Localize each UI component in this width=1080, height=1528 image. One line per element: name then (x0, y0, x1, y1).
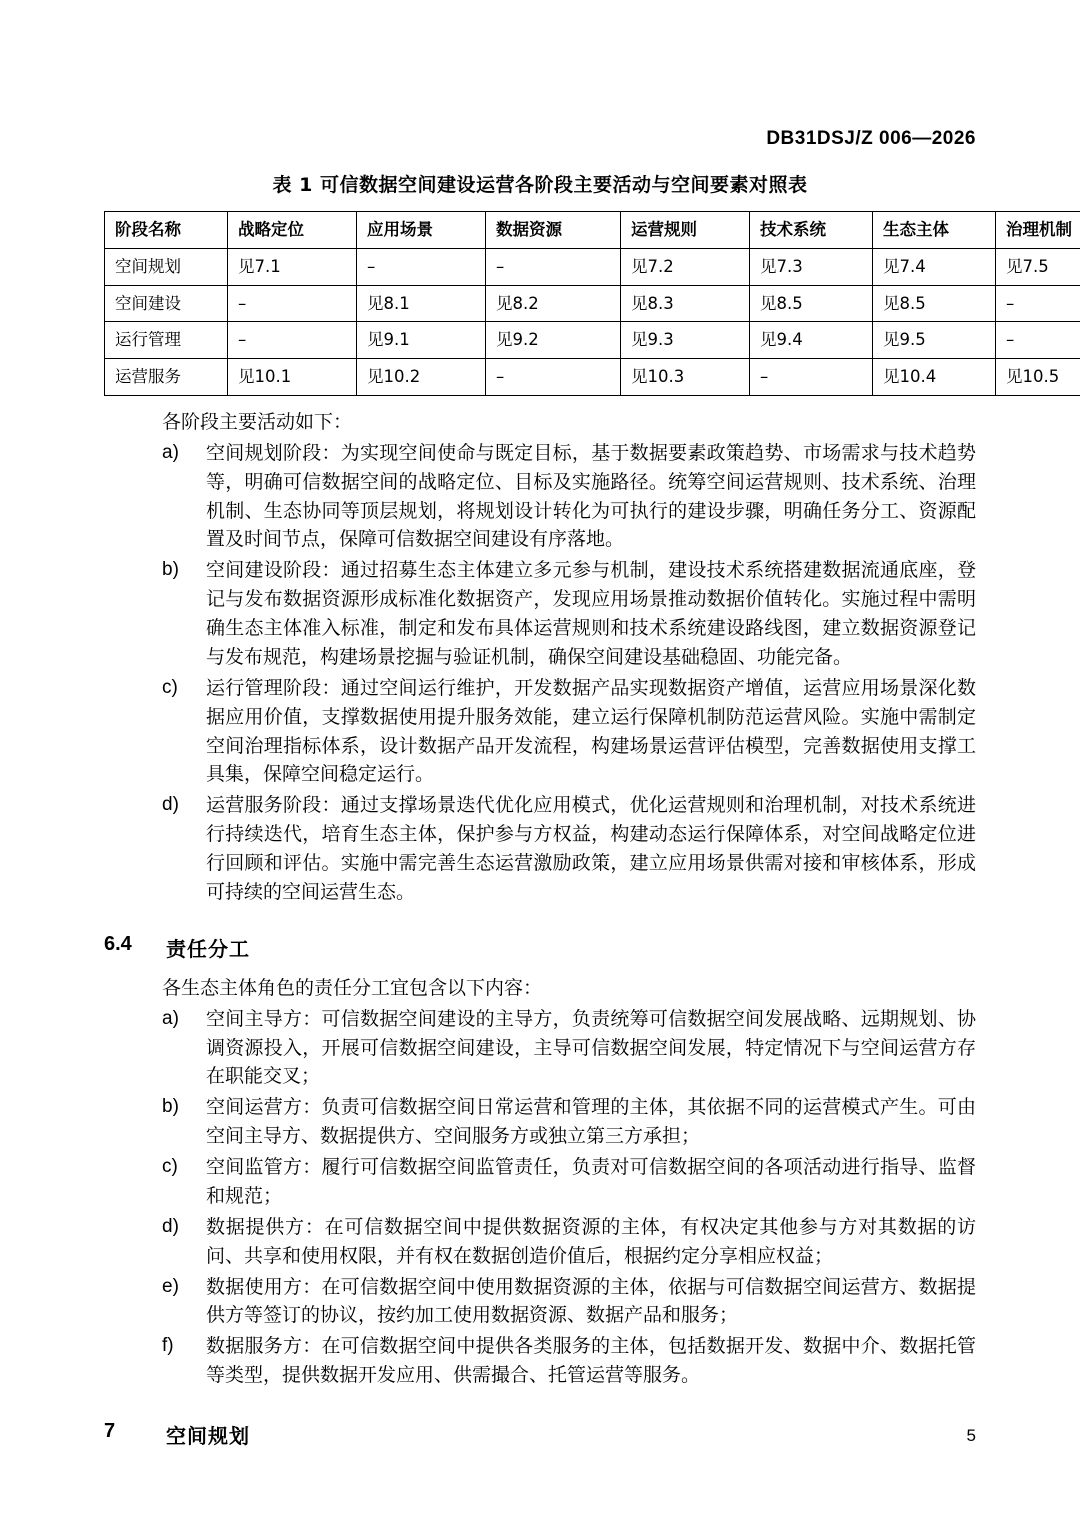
table-cell: – (228, 285, 357, 322)
table-header-cell: 数据资源 (486, 212, 621, 249)
table-cell: 见10.3 (621, 359, 750, 396)
table-cell: 见7.4 (873, 248, 996, 285)
responsibility-list (104, 1005, 976, 1390)
list-item-marker: d) (162, 794, 179, 816)
table-header-cell: 战略定位 (228, 212, 357, 249)
table-header-cell: 阶段名称 (105, 212, 228, 249)
list-item-marker: e) (162, 1275, 179, 1297)
table-header-cell: 应用场景 (357, 212, 486, 249)
list-item-marker: a) (162, 441, 179, 463)
stage-element-table (104, 211, 1080, 396)
table-cell: 见10.5 (996, 359, 1080, 396)
list-item (104, 1273, 976, 1331)
table-cell: – (357, 248, 486, 285)
list-item-marker: f) (162, 1335, 174, 1357)
table-row (105, 285, 1080, 322)
table-cell: – (486, 359, 621, 396)
list-item-text: 运营服务阶段：通过支撑场景迭代优化应用模式，优化运营规则和治理机制，对技术系统进行持续迭代，培育生态主体，保护参与方权益，构建动态运行保障体系，对空间战略定位进行回顾和评估。实施中需完善生态运营激励政策，建立应用场景供需对接和审核体系，形成可持续的空间运营生态。 (206, 794, 976, 903)
table-cell: 见7.5 (996, 248, 1080, 285)
table-row (105, 248, 1080, 285)
table-cell: 见7.1 (228, 248, 357, 285)
table-cell: 见7.2 (621, 248, 750, 285)
table-cell: – (996, 322, 1080, 359)
list-item (104, 556, 976, 672)
list-item-text: 数据使用方：在可信数据空间中使用数据资源的主体，依据与可信数据空间运营方、数据提供方等签订的协议，按约加工使用数据资源、数据产品和服务； (206, 1275, 976, 1327)
table-cell: – (750, 359, 873, 396)
list-item (104, 1332, 976, 1390)
list-item (104, 1005, 976, 1092)
list-item-text: 数据服务方：在可信数据空间中提供各类服务的主体，包括数据开发、数据中介、数据托管等类型，提供数据开发应用、供需撮合、托管运营等服务。 (206, 1335, 976, 1387)
table-header-cell: 治理机制 (996, 212, 1080, 249)
table-caption: 表 1 可信数据空间建设运营各阶段主要活动与空间要素对照表 (272, 174, 808, 196)
responsibility-intro-paragraph: 各生态主体角色的责任分工宜包含以下内容： (162, 976, 543, 999)
table-cell: 见8.5 (750, 285, 873, 322)
list-item (104, 1093, 976, 1151)
table-cell: 运行管理 (105, 322, 228, 359)
stage-list (104, 439, 976, 907)
list-item-marker: b) (162, 1096, 179, 1118)
table-header-cell: 技术系统 (750, 212, 873, 249)
list-item-text: 空间主导方：可信数据空间建设的主导方，负责统筹可信数据空间发展战略、远期规划、协调资源投入，开展可信数据空间建设，主导可信数据空间发展，特定情况下与空间运营方存在职能交叉； (206, 1007, 976, 1088)
table-cell: 见9.4 (750, 322, 873, 359)
table-cell: 空间建设 (105, 285, 228, 322)
table-cell: 见9.2 (486, 322, 621, 359)
page-header-standard-id: DB31DSJ/Z 006—2026 (766, 128, 976, 149)
table-cell: 见10.1 (228, 359, 357, 396)
page-content (104, 170, 1072, 1453)
table-cell: 见8.2 (486, 285, 621, 322)
section-heading-6-4 (104, 933, 976, 962)
section-title: 责任分工 (166, 936, 250, 961)
table-header-cell: 生态主体 (873, 212, 996, 249)
table-cell: 见9.5 (873, 322, 996, 359)
section-heading-7 (104, 1420, 976, 1449)
list-item-text: 空间监管方：履行可信数据空间监管责任，负责对可信数据空间的各项活动进行指导、监督和规范； (206, 1156, 976, 1207)
table-cell: 见9.1 (357, 322, 486, 359)
list-item-text: 运行管理阶段：通过空间运行维护，开发数据产品实现数据资产增值，运营应用场景深化数据应用价值，支撑数据使用提升服务效能，建立运行保障机制防范运营风险。实施中需制定空间治理指标体系，设计数据产品开发流程，构建场景运营评估模型，完善数据使用支撑工具集，保障空间稳定运行。 (206, 676, 976, 786)
table-cell: 见8.5 (873, 285, 996, 322)
list-item-text: 空间运营方：负责可信数据空间日常运营和管理的主体，其依据不同的运营模式产生。可由空间主导方、数据提供方、空间服务方或独立第三方承担； (206, 1096, 976, 1148)
section-number: 7 (104, 1420, 116, 1443)
table-cell: 见9.3 (621, 322, 750, 359)
list-item-text: 空间规划阶段：为实现空间使命与既定目标，基于数据要素政策趋势、市场需求与技术趋势等，明确可信数据空间的战略定位、目标及实施路径。统筹空间运营规则、技术系统、治理机制、生态协同等顶层规划，将规划设计转化为可执行的建设步骤，明确任务分工、资源配置及时间节点，保障可信数据空间建设有序落地。 (206, 441, 976, 551)
table-cell: 见8.3 (621, 285, 750, 322)
table-cell: – (228, 322, 357, 359)
table-cell: 空间规划 (105, 248, 228, 285)
stages-intro-paragraph: 各阶段主要活动如下： (162, 410, 353, 433)
table-row (105, 322, 1080, 359)
section-number: 6.4 (104, 932, 132, 955)
list-item-marker: c) (162, 1156, 178, 1178)
table-header-row (105, 212, 1080, 249)
table-header-cell: 运营规则 (621, 212, 750, 249)
list-item-text: 空间建设阶段：通过招募生态主体建立多元参与机制，建设技术系统搭建数据流通底座，登记与发布数据资源形成标准化数据资产，发现应用场景推动数据价值转化。实施过程中需明确生态主体准入标准，制定和发布具体运营规则和技术系统建设路线图，建立数据资源登记与发布规范，构建场景挖掘与验证机制，确保空间建设基础稳固、功能完备。 (206, 559, 976, 668)
list-item-marker: a) (162, 1007, 179, 1029)
table-cell: – (486, 248, 621, 285)
table-cell: – (996, 285, 1080, 322)
table-cell: 见10.4 (873, 359, 996, 396)
section-title: 空间规划 (166, 1424, 250, 1449)
table-cell: 见7.3 (750, 248, 873, 285)
list-item (104, 1213, 976, 1271)
list-item-text: 数据提供方：在可信数据空间中提供数据资源的主体，有权决定其他参与方对其数据的访问、共享和使用权限，并有权在数据创造价值后，根据约定分享相应权益； (206, 1215, 976, 1267)
list-item-marker: b) (162, 559, 179, 581)
list-item (104, 674, 976, 790)
table-row (105, 359, 1080, 396)
table-cell: 见10.2 (357, 359, 486, 396)
list-item (104, 439, 976, 555)
page-number: 5 (966, 1426, 976, 1445)
table-cell: 运营服务 (105, 359, 228, 396)
table-cell: 见8.1 (357, 285, 486, 322)
list-item-marker: c) (162, 676, 178, 698)
list-item-marker: d) (162, 1215, 179, 1237)
list-item (104, 1153, 976, 1211)
list-item (104, 791, 976, 907)
